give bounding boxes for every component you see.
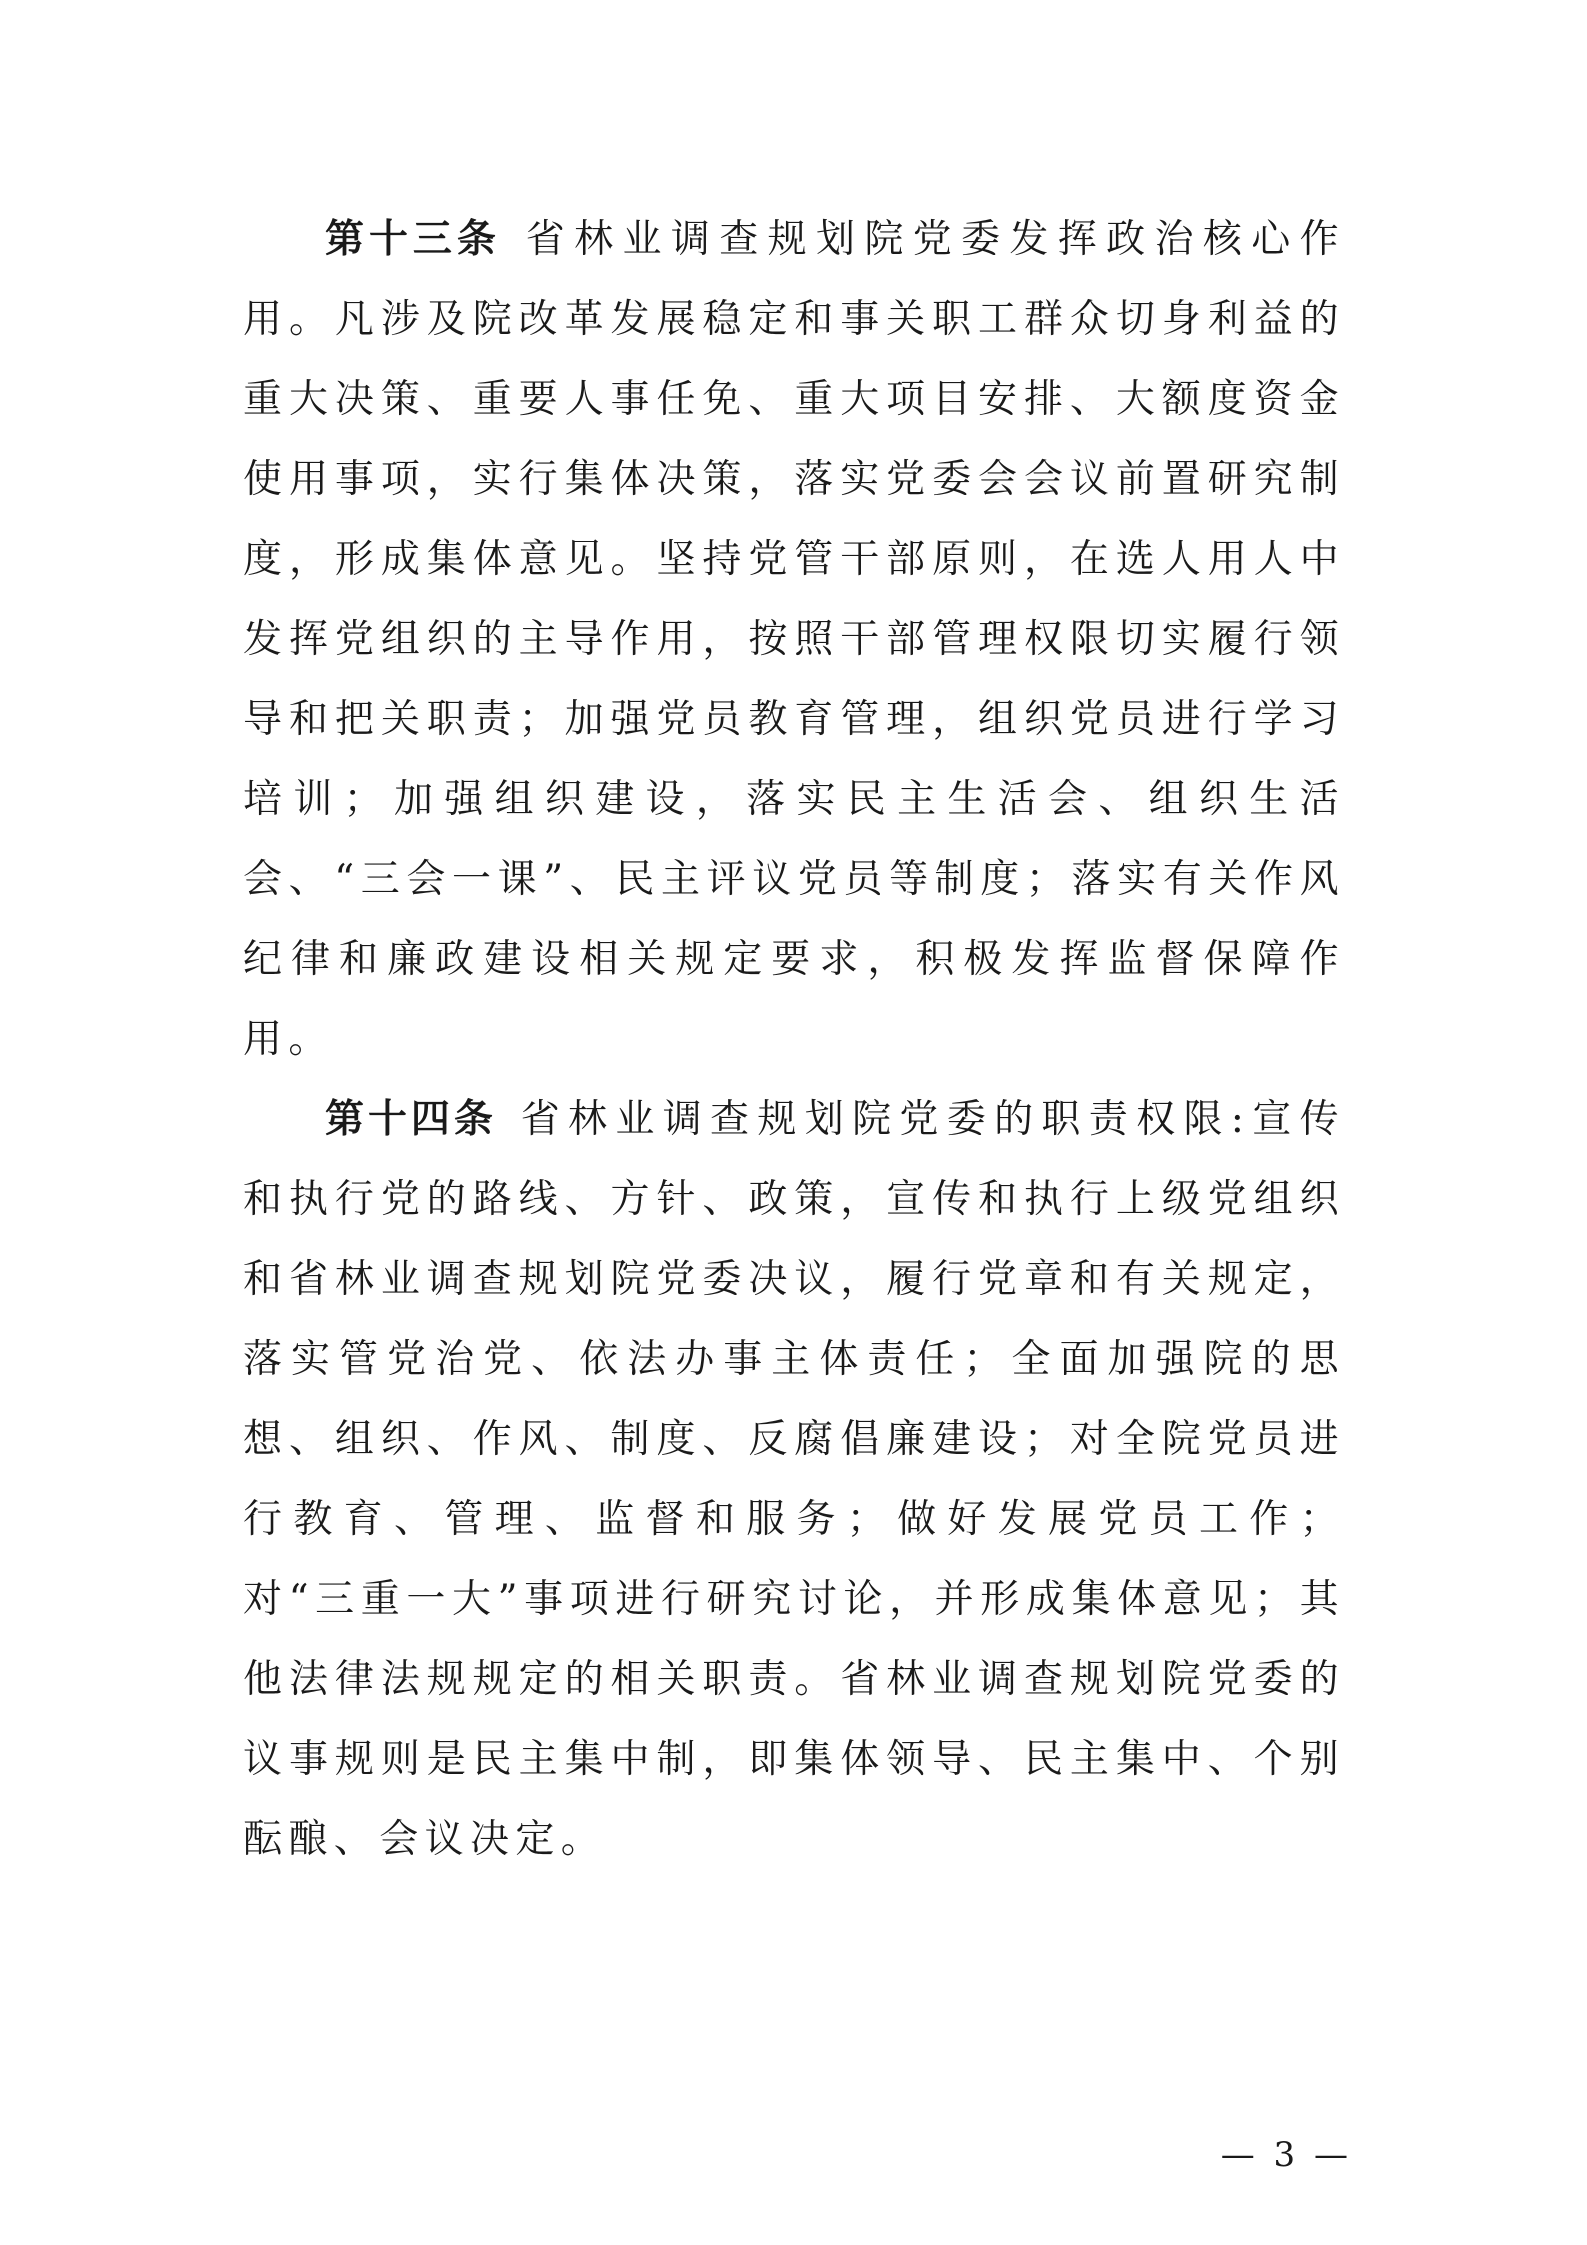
document-body — [243, 200, 1345, 1880]
article-13-body: 省林业调查规划院党委发挥政治核心作用。凡涉及院改革发展稳定和事关职工群众切身利益的重大决策、重要人事任免、重大项目安排、大额度资金使用事项，实行集体决策，落实党委会会议前置研究制度，形成集体意见。坚持党管干部原则，在选人用人中发挥党组织的主导作用，按照干部管理权限切实履行领导和把关职责；加强党员教育管理，组织党员进行学习培训；加强组织建设，落实民主生活会、组织生活会、“三会一课”、民主评议党员等制度；落实有关作风纪律和廉政建设相关规定要求，积极发挥监督保障作用。 — [243, 217, 1345, 1062]
article-14-heading: 第十四条 — [325, 1097, 497, 1142]
article-14-body: 省林业调查规划院党委的职责权限:宣传和执行党的路线、方针、政策，宣传和执行上级党组织和省林业调查规划院党委决议，履行党章和有关规定，落实管党治党、依法办事主体责任；全面加强院的思想、组织、作风、制度、反腐倡廉建设；对全院党员进行教育、管理、监督和服务；做好发展党员工作；对“三重一大”事项进行研究讨论，并形成集体意见；其他法律法规规定的相关职责。省林业调查规划院党委的议事规则是民主集中制，即集体领导、民主集中、个别酝酿、会议决定。 — [243, 1097, 1345, 1862]
article-13 — [243, 200, 1345, 1080]
article-13-heading: 第十三条 — [325, 217, 501, 262]
page-number: — 3 — — [1220, 2135, 1352, 2175]
article-14 — [243, 1080, 1345, 1880]
